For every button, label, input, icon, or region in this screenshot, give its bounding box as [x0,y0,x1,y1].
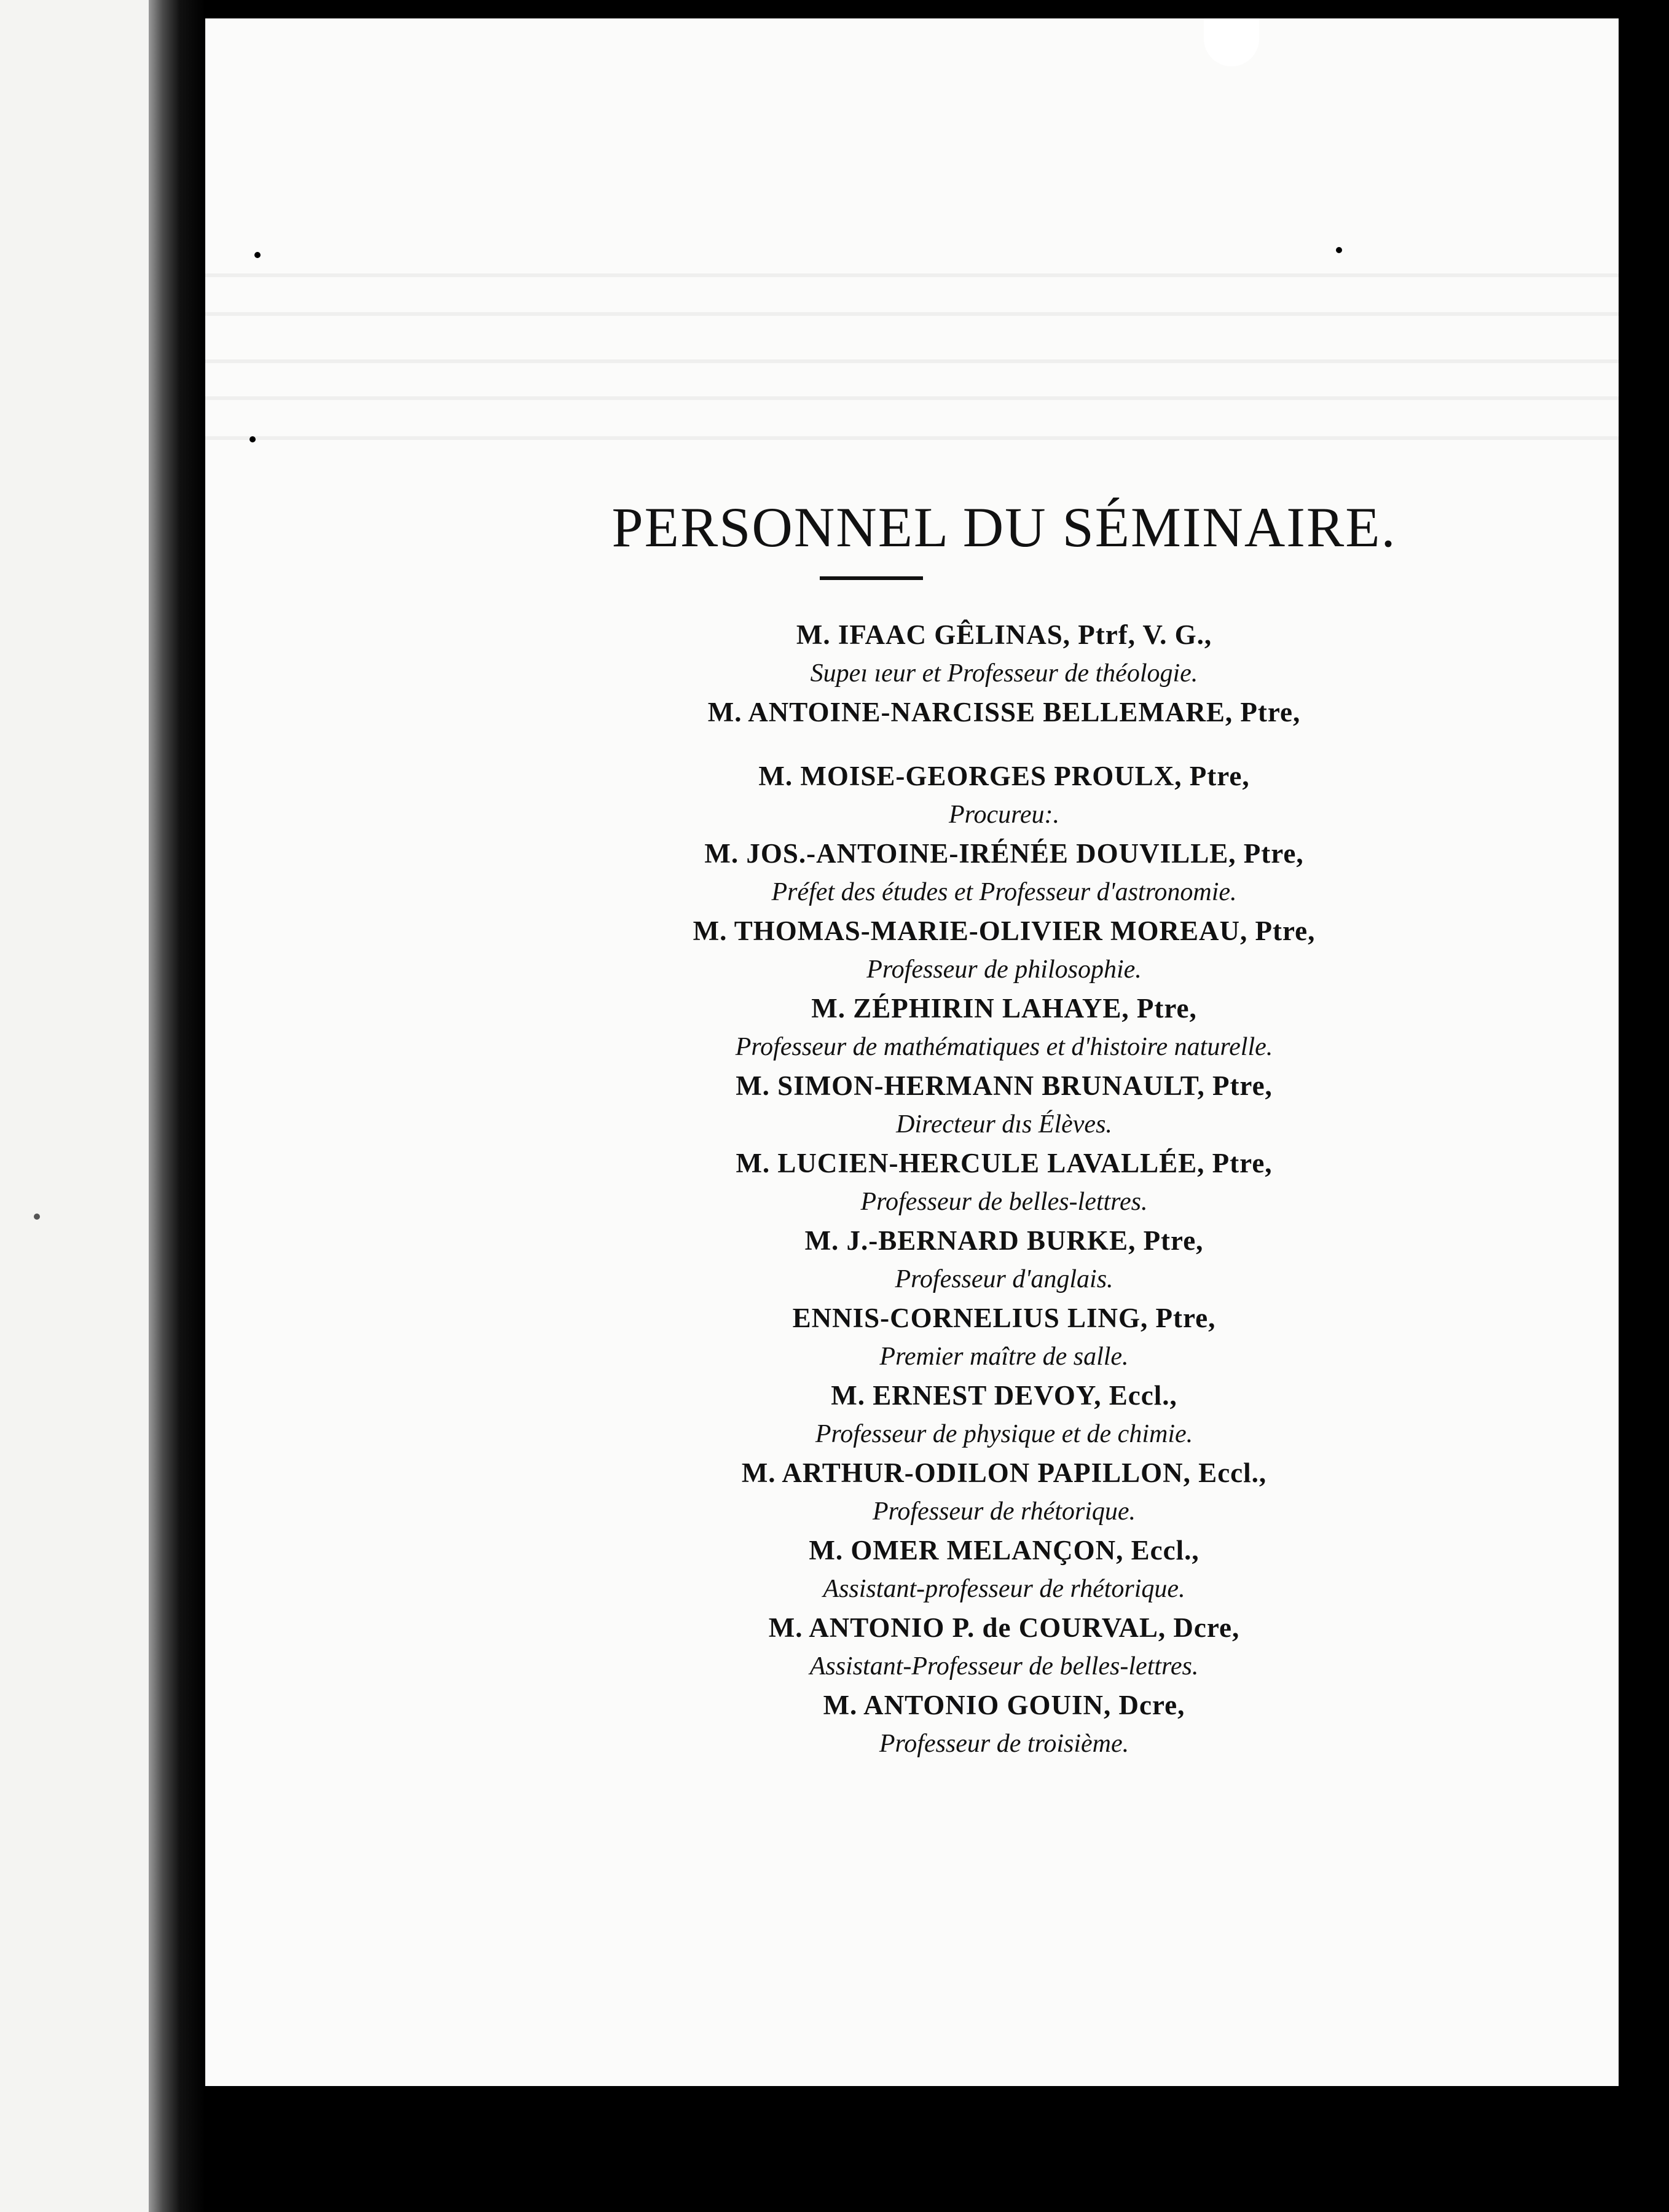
staff-name: M. ANTONIO P. de COURVAL, Dcre, [768,1612,1240,1643]
page [205,18,1619,2086]
staff-entry [390,692,1619,756]
spacer [390,732,1619,756]
page-mark [249,436,256,442]
page-mark [254,252,261,258]
staff-entry [390,1530,1619,1607]
staff-entry [390,1685,1619,1762]
staff-role: Préfet des études et Professeur d'astronomie. [771,878,1237,906]
page-title: PERSONNEL DU SÉMINAIRE. [611,495,1397,559]
staff-name: M. ERNEST DEVOY, Eccl., [831,1380,1177,1411]
staff-role: Supeı ıeur et Professeur de théologie. [810,659,1198,688]
staff-name: M. ANTONIO GOUIN, Dcre, [823,1690,1185,1720]
staff-entry [390,614,1619,692]
staff-entry [390,756,1619,833]
staff-role: Professeur d'anglais. [895,1265,1113,1293]
staff-role: Directeur dıs Élèves. [896,1110,1112,1139]
staff-name: M. MOISE-GEORGES PROULX, Ptre, [758,761,1250,791]
staff-name: M. JOS.-ANTOINE-IRÉNÉE DOUVILLE, Ptre, [704,838,1304,869]
staff-role: Professeur de physique et de chimie. [815,1420,1193,1448]
staff-role: Assistant-Professeur de belles-lettres. [809,1652,1199,1681]
staff-role: Assistant-professeur de rhétorique. [823,1575,1185,1603]
staff-entry [390,833,1619,911]
staff-role: Professeur de philosophie. [866,955,1142,984]
staff-name: M. IFAAC GÊLINAS, Ptrf, V. G., [796,619,1212,650]
staff-list [205,614,1619,1762]
staff-name: M. J.-BERNARD BURKE, Ptre, [804,1225,1204,1256]
staff-entry [390,1065,1619,1143]
torn-hole [1204,18,1259,66]
staff-entry [390,988,1619,1065]
page-speck [34,1214,40,1220]
show-through [205,396,1619,400]
page-mark [1336,247,1342,253]
staff-name: M. ZÉPHIRIN LAHAYE, Ptre, [811,993,1197,1024]
staff-entry [390,1298,1619,1375]
show-through [205,273,1619,277]
staff-name: M. OMER MELANÇON, Eccl., [809,1535,1200,1566]
staff-role: Professeur de rhétorique. [872,1497,1136,1526]
staff-entry [390,911,1619,988]
staff-role: Premier maître de salle. [879,1343,1129,1371]
staff-entry [390,1375,1619,1453]
staff-entry [390,1607,1619,1685]
show-through [205,359,1619,363]
staff-entry [390,1220,1619,1298]
staff-name: M. THOMAS-MARIE-OLIVIER MOREAU, Ptre, [693,916,1316,946]
title-rule [820,576,923,580]
staff-name: M. ANTOINE-NARCISSE BELLEMARE, Ptre, [707,697,1301,728]
staff-name: ENNIS-CORNELIUS LING, Ptre, [792,1303,1216,1333]
show-through [205,312,1619,316]
staff-name: M. LUCIEN-HERCULE LAVALLÉE, Ptre, [736,1148,1273,1179]
book-gutter [149,0,205,2212]
staff-role: Professeur de mathématiques et d'histoire naturelle. [735,1033,1273,1061]
staff-entry [390,1143,1619,1220]
staff-name: M. SIMON-HERMANN BRUNAULT, Ptre, [736,1070,1273,1101]
staff-entry [390,1453,1619,1530]
facing-page-edge [0,0,149,2212]
staff-name: M. ARTHUR-ODILON PAPILLON, Eccl., [741,1457,1267,1488]
staff-role: Professeur de troisième. [879,1730,1129,1758]
staff-role: Procureu:. [949,801,1059,829]
staff-role: Professeur de belles-lettres. [860,1188,1148,1216]
show-through [205,436,1619,440]
